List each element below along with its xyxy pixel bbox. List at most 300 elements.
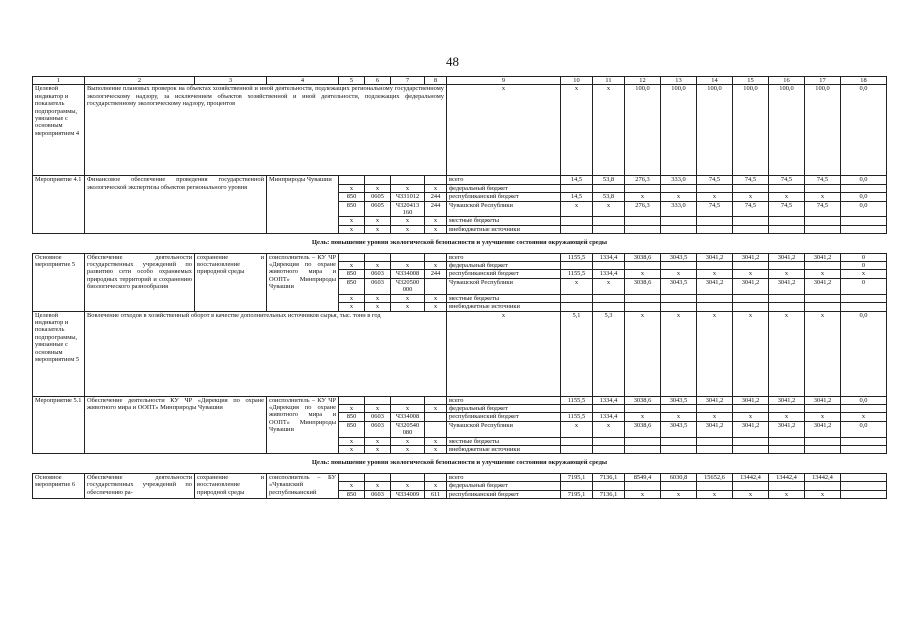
- amount-cell: [841, 404, 887, 412]
- amount-cell: [805, 294, 841, 302]
- amount-cell: 3043,5: [661, 253, 697, 261]
- source-cell: всего: [447, 176, 561, 184]
- code-cell: Ч331012: [391, 193, 425, 201]
- code-cell: [425, 413, 447, 421]
- amount-cell: [769, 262, 805, 270]
- amount-cell: [625, 303, 661, 311]
- amount-cell: [561, 184, 593, 192]
- amount-cell: x: [625, 270, 661, 278]
- amount-cell: 3043,5: [661, 278, 697, 294]
- amount-cell: x: [561, 278, 593, 294]
- amount-cell: x: [733, 193, 769, 201]
- code-cell: [365, 473, 391, 481]
- amount-cell: x: [697, 193, 733, 201]
- amount-cell: 7195,1: [561, 490, 593, 498]
- amount-cell: x: [733, 270, 769, 278]
- amount-cell: [733, 482, 769, 490]
- code-cell: x: [391, 404, 425, 412]
- amount-cell: x: [593, 201, 625, 217]
- target-value-cell: x: [661, 311, 697, 396]
- block-name-cell: Основное мероприятие 5: [33, 253, 85, 311]
- code-cell: 850: [339, 490, 365, 498]
- code-cell: x: [365, 482, 391, 490]
- amount-cell: 74,5: [697, 201, 733, 217]
- amount-cell: x: [625, 413, 661, 421]
- block-text-cell: Финансовое обеспечение проведения государственной экологической экспертизы объектов регионального уровня: [85, 176, 267, 234]
- amount-cell: x: [769, 490, 805, 498]
- amount-cell: 8549,4: [625, 473, 661, 481]
- code-cell: 244: [425, 270, 447, 278]
- target-indicator-row: [33, 311, 887, 396]
- amount-cell: [561, 437, 593, 445]
- target-value-cell: x: [805, 311, 841, 396]
- code-cell: [339, 253, 365, 261]
- target-name-cell: Целевой индикатор и показатель подпрограммы, увязанные с основным мероприятием 4: [33, 85, 85, 176]
- amount-cell: [593, 294, 625, 302]
- block-exec-cell: соисполнитель – КУ ЧР «Дирекция по охране животного мира и ООПТ» Минприроды Чувашии: [267, 396, 339, 454]
- source-cell: внебюджетные источники: [447, 445, 561, 453]
- amount-cell: [561, 294, 593, 302]
- goal-row: [33, 454, 887, 473]
- code-cell: [425, 253, 447, 261]
- amount-cell: [561, 303, 593, 311]
- column-number-cell: 15: [733, 77, 769, 85]
- source-cell: местные бюджеты: [447, 294, 561, 302]
- column-number-row: [33, 77, 887, 85]
- amount-cell: [561, 404, 593, 412]
- amount-cell: x: [661, 413, 697, 421]
- amount-cell: 74,5: [769, 176, 805, 184]
- code-cell: x: [391, 225, 425, 233]
- code-cell: [391, 473, 425, 481]
- amount-cell: 3041,2: [697, 396, 733, 404]
- column-number-cell: 5: [339, 77, 365, 85]
- code-cell: x: [425, 184, 447, 192]
- code-cell: x: [339, 225, 365, 233]
- amount-cell: x: [661, 270, 697, 278]
- code-cell: x: [365, 404, 391, 412]
- target-value-cell: x: [625, 311, 661, 396]
- code-cell: x: [365, 262, 391, 270]
- amount-cell: [561, 445, 593, 453]
- code-cell: Ч334008: [391, 413, 425, 421]
- column-number-cell: 6: [365, 77, 391, 85]
- amount-cell: x: [625, 193, 661, 201]
- budget-row: [33, 253, 887, 261]
- column-number-cell: 16: [769, 77, 805, 85]
- amount-cell: [697, 225, 733, 233]
- amount-cell: 13442,4: [733, 473, 769, 481]
- code-cell: x: [391, 294, 425, 302]
- target-value-cell: 100,0: [661, 85, 697, 176]
- code-cell: x: [339, 482, 365, 490]
- amount-cell: x: [593, 421, 625, 437]
- amount-cell: [697, 294, 733, 302]
- column-number-cell: 12: [625, 77, 661, 85]
- amount-cell: 1155,5: [561, 413, 593, 421]
- code-cell: x: [425, 303, 447, 311]
- amount-cell: [841, 225, 887, 233]
- target-value-cell: x: [561, 85, 593, 176]
- code-cell: x: [365, 303, 391, 311]
- amount-cell: 0: [841, 262, 887, 270]
- block-text-cell: Обеспечение деятельности КУ ЧР «Дирекция по охране животного мира и ООПТ» Минприроды Чувашии: [85, 396, 267, 454]
- amount-cell: [769, 294, 805, 302]
- target-mark-cell: x: [447, 85, 561, 176]
- amount-cell: 3041,2: [733, 396, 769, 404]
- code-cell: [365, 396, 391, 404]
- code-cell: 0603: [365, 421, 391, 437]
- amount-cell: [561, 262, 593, 270]
- code-cell: x: [339, 294, 365, 302]
- code-cell: x: [339, 404, 365, 412]
- target-text-cell: Вовлечение отходов в хозяйственный оборот в качестве дополнительных источников сырья, тыс. тонн в год: [85, 311, 447, 396]
- code-cell: x: [339, 437, 365, 445]
- amount-cell: x: [805, 193, 841, 201]
- code-cell: x: [365, 445, 391, 453]
- amount-cell: x: [733, 490, 769, 498]
- code-cell: Ч334009: [391, 490, 425, 498]
- amount-cell: [841, 473, 887, 481]
- code-cell: [365, 253, 391, 261]
- amount-cell: 74,5: [769, 201, 805, 217]
- amount-cell: x: [697, 413, 733, 421]
- amount-cell: 3038,6: [625, 396, 661, 404]
- target-value-cell: 100,0: [625, 85, 661, 176]
- code-cell: Ч320413 160: [391, 201, 425, 217]
- column-number-cell: 9: [447, 77, 561, 85]
- amount-cell: [841, 437, 887, 445]
- amount-cell: 276,3: [625, 176, 661, 184]
- amount-cell: [841, 303, 887, 311]
- amount-cell: [661, 262, 697, 270]
- code-cell: x: [425, 482, 447, 490]
- amount-cell: [697, 184, 733, 192]
- amount-cell: 7136,1: [593, 473, 625, 481]
- target-value-cell: x: [769, 311, 805, 396]
- amount-cell: x: [805, 270, 841, 278]
- amount-cell: [769, 303, 805, 311]
- amount-cell: 3041,2: [697, 421, 733, 437]
- amount-cell: [769, 404, 805, 412]
- amount-cell: [733, 184, 769, 192]
- amount-cell: x: [661, 490, 697, 498]
- code-cell: x: [425, 225, 447, 233]
- amount-cell: 74,5: [805, 176, 841, 184]
- block-exec-cell: Минприроды Чувашии: [267, 176, 339, 234]
- amount-cell: [697, 303, 733, 311]
- amount-cell: [805, 217, 841, 225]
- amount-cell: 74,5: [697, 176, 733, 184]
- amount-cell: [561, 482, 593, 490]
- target-value-cell: 100,0: [805, 85, 841, 176]
- amount-cell: [769, 184, 805, 192]
- column-number-cell: 7: [391, 77, 425, 85]
- goal-heading: Цель: повышение уровня экологической безопасности и улучшение состояния окружающей среды: [311, 239, 608, 247]
- column-number-cell: 10: [561, 77, 593, 85]
- amount-cell: 3041,2: [733, 278, 769, 294]
- target-value-cell: x: [733, 311, 769, 396]
- amount-cell: 3041,2: [697, 278, 733, 294]
- amount-cell: [661, 217, 697, 225]
- amount-cell: 1155,5: [561, 396, 593, 404]
- amount-cell: [769, 445, 805, 453]
- amount-cell: [697, 437, 733, 445]
- amount-cell: [625, 482, 661, 490]
- amount-cell: x: [805, 413, 841, 421]
- target-indicator-row: [33, 85, 887, 176]
- code-cell: 0605: [365, 193, 391, 201]
- amount-cell: [805, 225, 841, 233]
- amount-cell: [733, 217, 769, 225]
- block-name-cell: Мероприятие 4.1: [33, 176, 85, 234]
- target-mark-cell: x: [447, 311, 561, 396]
- amount-cell: [769, 225, 805, 233]
- code-cell: x: [365, 184, 391, 192]
- amount-cell: [593, 404, 625, 412]
- target-value-cell: 0,0: [841, 311, 887, 396]
- amount-cell: [769, 217, 805, 225]
- amount-cell: [805, 482, 841, 490]
- code-cell: x: [425, 445, 447, 453]
- amount-cell: 333,0: [661, 176, 697, 184]
- column-number-cell: 1: [33, 77, 85, 85]
- code-cell: 850: [339, 193, 365, 201]
- source-cell: республиканский бюджет: [447, 270, 561, 278]
- block-task-cell: сохранение и восстановление природной среды: [195, 473, 267, 498]
- amount-cell: 0,0: [841, 396, 887, 404]
- source-cell: всего: [447, 396, 561, 404]
- block-exec-cell: соисполнитель – КУ ЧР «Дирекция по охране животного мира и ООПТ» Минприроды Чувашии: [267, 253, 339, 311]
- code-cell: x: [425, 437, 447, 445]
- amount-cell: [661, 482, 697, 490]
- source-cell: внебюджетные источники: [447, 303, 561, 311]
- amount-cell: [841, 294, 887, 302]
- amount-cell: [805, 445, 841, 453]
- code-cell: [425, 473, 447, 481]
- amount-cell: [661, 445, 697, 453]
- amount-cell: 3038,6: [625, 253, 661, 261]
- amount-cell: 13442,4: [769, 473, 805, 481]
- code-cell: [425, 421, 447, 437]
- code-cell: [391, 176, 425, 184]
- amount-cell: [769, 437, 805, 445]
- code-cell: x: [365, 225, 391, 233]
- code-cell: 850: [339, 421, 365, 437]
- target-value-cell: x: [593, 85, 625, 176]
- code-cell: 850: [339, 413, 365, 421]
- amount-cell: [593, 262, 625, 270]
- amount-cell: 1334,4: [593, 413, 625, 421]
- code-cell: x: [339, 445, 365, 453]
- code-cell: 0605: [365, 201, 391, 217]
- amount-cell: x: [561, 421, 593, 437]
- amount-cell: 3041,2: [805, 278, 841, 294]
- goal-row: [33, 234, 887, 253]
- amount-cell: 0: [841, 253, 887, 261]
- amount-cell: 3043,5: [661, 421, 697, 437]
- amount-cell: [625, 445, 661, 453]
- column-number-cell: 11: [593, 77, 625, 85]
- source-cell: Чувашской Республики: [447, 421, 561, 437]
- amount-cell: 0,0: [841, 176, 887, 184]
- amount-cell: [593, 445, 625, 453]
- block-name-cell: Основное мероприятие 6: [33, 473, 85, 498]
- target-value-cell: 0,0: [841, 85, 887, 176]
- amount-cell: x: [769, 193, 805, 201]
- amount-cell: [733, 262, 769, 270]
- page-number: 48: [446, 54, 459, 69]
- code-cell: 850: [339, 270, 365, 278]
- amount-cell: [697, 262, 733, 270]
- amount-cell: [697, 404, 733, 412]
- amount-cell: 3041,2: [769, 396, 805, 404]
- amount-cell: 0,0: [841, 201, 887, 217]
- code-cell: 611: [425, 490, 447, 498]
- amount-cell: x: [697, 270, 733, 278]
- amount-cell: [593, 482, 625, 490]
- code-cell: 850: [339, 278, 365, 294]
- amount-cell: 1334,4: [593, 253, 625, 261]
- amount-cell: [841, 482, 887, 490]
- code-cell: x: [425, 262, 447, 270]
- amount-cell: [733, 445, 769, 453]
- amount-cell: [769, 482, 805, 490]
- amount-cell: x: [625, 490, 661, 498]
- amount-cell: 7195,1: [561, 473, 593, 481]
- column-number-cell: 8: [425, 77, 447, 85]
- source-cell: федеральный бюджет: [447, 404, 561, 412]
- amount-cell: 3041,2: [805, 421, 841, 437]
- code-cell: 244: [425, 201, 447, 217]
- amount-cell: 14,5: [561, 193, 593, 201]
- amount-cell: x: [841, 270, 887, 278]
- code-cell: x: [425, 294, 447, 302]
- amount-cell: [661, 294, 697, 302]
- target-value-cell: 100,0: [733, 85, 769, 176]
- amount-cell: 74,5: [805, 201, 841, 217]
- source-cell: Чувашской Республики: [447, 201, 561, 217]
- amount-cell: [697, 482, 733, 490]
- target-value-cell: 5,1: [561, 311, 593, 396]
- amount-cell: 3041,2: [769, 278, 805, 294]
- column-number-cell: 17: [805, 77, 841, 85]
- code-cell: 0603: [365, 490, 391, 498]
- amount-cell: 0: [841, 278, 887, 294]
- amount-cell: [593, 437, 625, 445]
- amount-cell: [561, 217, 593, 225]
- amount-cell: x: [769, 413, 805, 421]
- code-cell: [365, 176, 391, 184]
- amount-cell: 0,0: [841, 193, 887, 201]
- amount-cell: 13442,4: [805, 473, 841, 481]
- source-cell: всего: [447, 473, 561, 481]
- source-cell: всего: [447, 253, 561, 261]
- amount-cell: [661, 404, 697, 412]
- amount-cell: 15652,6: [697, 473, 733, 481]
- amount-cell: 333,0: [661, 201, 697, 217]
- amount-cell: 1155,5: [561, 253, 593, 261]
- target-value-cell: x: [697, 311, 733, 396]
- amount-cell: 3041,2: [733, 421, 769, 437]
- code-cell: [425, 278, 447, 294]
- source-cell: республиканский бюджет: [447, 413, 561, 421]
- target-value-cell: 100,0: [697, 85, 733, 176]
- block-text-cell: Обеспечение деятельности государственных учреждений по развитию сети особо охраняемых природных территорий и сохранению биологического разнообразия: [85, 253, 195, 311]
- code-cell: x: [391, 303, 425, 311]
- amount-cell: [661, 225, 697, 233]
- column-number-cell: 3: [195, 77, 267, 85]
- source-cell: республиканский бюджет: [447, 490, 561, 498]
- amount-cell: [841, 490, 887, 498]
- source-cell: федеральный бюджет: [447, 482, 561, 490]
- budget-row: [33, 473, 887, 481]
- code-cell: 850: [339, 201, 365, 217]
- code-cell: Ч320540 080: [391, 421, 425, 437]
- column-number-cell: 13: [661, 77, 697, 85]
- code-cell: 0603: [365, 413, 391, 421]
- amount-cell: [697, 217, 733, 225]
- amount-cell: 74,5: [733, 176, 769, 184]
- code-cell: [425, 176, 447, 184]
- amount-cell: [733, 294, 769, 302]
- amount-cell: [625, 262, 661, 270]
- amount-cell: [805, 262, 841, 270]
- code-cell: 0603: [365, 278, 391, 294]
- code-cell: [391, 253, 425, 261]
- code-cell: x: [391, 445, 425, 453]
- amount-cell: x: [561, 201, 593, 217]
- amount-cell: 3041,2: [769, 421, 805, 437]
- amount-cell: [733, 404, 769, 412]
- source-cell: Чувашской Республики: [447, 278, 561, 294]
- goal-heading: Цель: повышение уровня экологической безопасности и улучшение состояния окружающей среды: [311, 459, 608, 467]
- amount-cell: 3038,6: [625, 278, 661, 294]
- column-number-cell: 14: [697, 77, 733, 85]
- amount-cell: [625, 184, 661, 192]
- target-text-cell: Выполнение плановых проверок на объектах хозяйственной и иной деятельности, подлежащих региональному государственному экологическому надзору, за исключением объектов хозяйственной и иной деятельности, подлежащих федеральному государственному экологическому надзору, процентов: [85, 85, 447, 176]
- amount-cell: [697, 445, 733, 453]
- amount-cell: x: [697, 490, 733, 498]
- amount-cell: 276,3: [625, 201, 661, 217]
- amount-cell: 3038,6: [625, 421, 661, 437]
- code-cell: Ч334008: [391, 270, 425, 278]
- amount-cell: 6030,8: [661, 473, 697, 481]
- amount-cell: 1155,5: [561, 270, 593, 278]
- amount-cell: x: [805, 490, 841, 498]
- code-cell: 0603: [365, 270, 391, 278]
- amount-cell: [593, 217, 625, 225]
- amount-cell: [561, 225, 593, 233]
- code-cell: x: [365, 294, 391, 302]
- source-cell: местные бюджеты: [447, 437, 561, 445]
- amount-cell: 1334,4: [593, 396, 625, 404]
- amount-cell: [805, 437, 841, 445]
- block-task-cell: сохранение и восстановление природной среды: [195, 253, 267, 311]
- code-cell: [391, 396, 425, 404]
- amount-cell: 3041,2: [769, 253, 805, 261]
- amount-cell: [625, 404, 661, 412]
- code-cell: x: [391, 217, 425, 225]
- amount-cell: x: [733, 413, 769, 421]
- amount-cell: [593, 303, 625, 311]
- source-cell: республиканский бюджет: [447, 193, 561, 201]
- source-cell: внебюджетные источники: [447, 225, 561, 233]
- code-cell: x: [339, 184, 365, 192]
- amount-cell: [625, 294, 661, 302]
- amount-cell: x: [769, 270, 805, 278]
- amount-cell: x: [841, 413, 887, 421]
